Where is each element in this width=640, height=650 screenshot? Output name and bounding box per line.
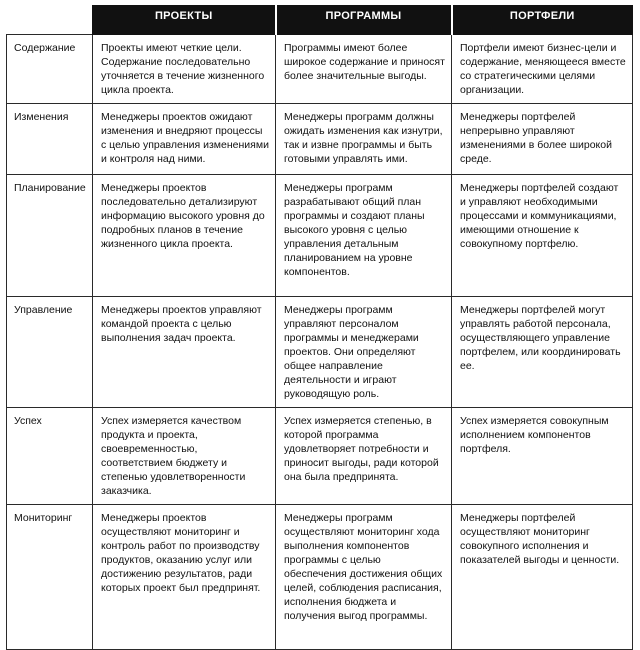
comparison-table <box>6 5 633 650</box>
programs-cell: Менеджеры программ разрабатывают общий план программы и создают планы высокого уровня с целью управления детальным планированием на уровне компонентов. <box>276 175 452 297</box>
table-body <box>7 35 633 650</box>
portfolios-cell: Менеджеры портфелей создают и управляют необходимыми процессами и коммуникациями, имеющими отношение к совокупному портфелю. <box>452 175 633 297</box>
row-label: Управление <box>7 297 93 408</box>
table-row <box>7 175 633 297</box>
table-row <box>7 104 633 175</box>
programs-cell: Программы имеют более широкое содержание и приносят более значительные выгоды. <box>276 35 452 104</box>
portfolios-cell: Успех измеряется совокупным исполнением компонентов портфеля. <box>452 408 633 505</box>
row-label: Мониторинг <box>7 505 93 650</box>
projects-cell: Успех измеряется качеством продукта и проекта, своевременностью, соответствием бюджету и степенью удовлетворенности заказчика. <box>93 408 276 505</box>
portfolios-cell: Менеджеры портфелей осуществляют мониторинг совокупного исполнения и показателей выгоды и ценности. <box>452 505 633 650</box>
table-row <box>7 505 633 650</box>
projects-cell: Менеджеры проектов ожидают изменения и внедряют процессы с целью управления изменениями и контроля над ними. <box>93 104 276 175</box>
projects-cell: Менеджеры проектов осуществляют мониторинг и контроль работ по производству продуктов, оказанию услуг или достижению результатов, ради которых проект был предпринят. <box>93 505 276 650</box>
table-row <box>7 408 633 505</box>
row-label: Успех <box>7 408 93 505</box>
portfolios-cell: Портфели имеют бизнес-цели и содержание, меняющееся вместе со стратегическими целями организации. <box>452 35 633 104</box>
row-label: Содержание <box>7 35 93 104</box>
programs-cell: Менеджеры программ управляют персоналом программы и менеджерами проектов. Они определяют общее направление деятельности и играют руководящую роль. <box>276 297 452 408</box>
projects-cell: Менеджеры проектов управляют командой проекта с целью выполнения задач проекта. <box>93 297 276 408</box>
header-programs: ПРОГРАММЫ <box>276 6 452 35</box>
portfolios-cell: Менеджеры портфелей могут управлять работой персонала, осуществляющего управление портфелем, или координировать ее. <box>452 297 633 408</box>
row-label: Планирование <box>7 175 93 297</box>
table-header <box>7 6 633 35</box>
table-row <box>7 35 633 104</box>
header-projects: ПРОЕКТЫ <box>93 6 276 35</box>
programs-cell: Менеджеры программ должны ожидать изменения как изнутри, так и извне программы и быть готовыми управлять ими. <box>276 104 452 175</box>
portfolios-cell: Менеджеры портфелей непрерывно управляют изменениями в более широкой среде. <box>452 104 633 175</box>
programs-cell: Менеджеры программ осуществляют мониторинг хода выполнения компонентов программы с целью обеспечения достижения общих целей, соблюдения расписания, исполнения бюджета и получения выгод программы. <box>276 505 452 650</box>
projects-cell: Проекты имеют четкие цели. Содержание последовательно уточняется в течение жизненного цикла проекта. <box>93 35 276 104</box>
programs-cell: Успех измеряется степенью, в которой программа удовлетворяет потребности и приносит выгоды, ради которой она была предпринята. <box>276 408 452 505</box>
row-label: Изменения <box>7 104 93 175</box>
header-portfolios: ПОРТФЕЛИ <box>452 6 633 35</box>
table-row <box>7 297 633 408</box>
projects-cell: Менеджеры проектов последовательно детализируют информацию высокого уровня до подробных планов в течение жизненного цикла проекта. <box>93 175 276 297</box>
header-corner-cell <box>7 6 93 35</box>
